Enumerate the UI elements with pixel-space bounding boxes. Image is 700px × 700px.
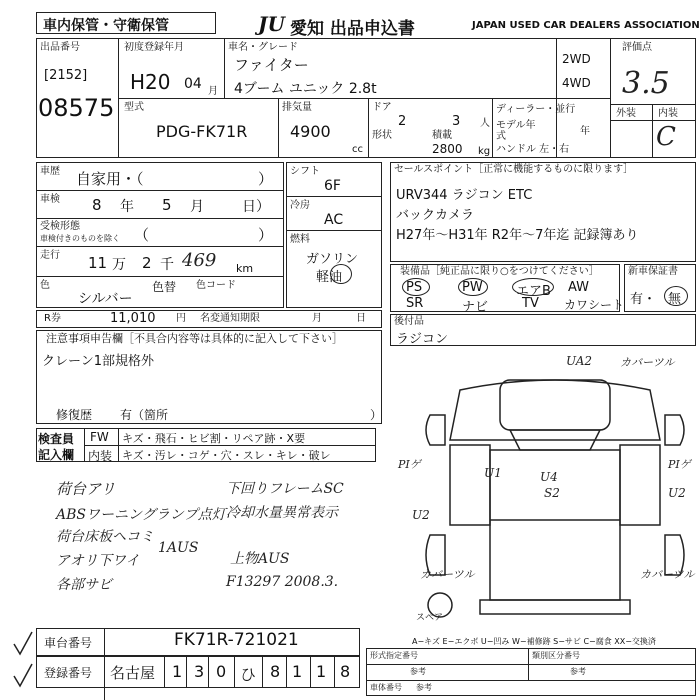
divider [208,656,209,688]
left-door [450,445,490,525]
hw-left-3: 荷台床板ヘコミ [56,529,154,545]
recv-sub: 車検付きのものを除く [40,234,120,243]
first-reg-month: 04 [184,76,202,92]
hw-right-3: 上物AUS [230,551,290,567]
front-left-wheel [426,415,445,445]
mileage-v1: 11 [88,254,108,272]
ju-logo: JU [258,12,285,36]
notes-label: 注意事項申告欄［不具合内容等は具体的に記入して下さい］ [46,332,343,345]
divider [36,276,284,277]
mileage-u1: 万 [112,257,126,273]
sales-line-1: URV344 ラジコン ETC [396,188,533,203]
plate-class-2: 3 [194,662,205,681]
recycle-label: R券 [44,313,61,324]
notice-day: 日 [356,313,366,324]
dealer-label: ディーラー・並行 [496,104,576,115]
seats-value: 3 [452,114,461,129]
warranty-circle [664,286,688,306]
recv-close: ） [258,226,274,244]
drive-2wd: 2WD [562,52,591,66]
divider [164,656,165,688]
mileage-v3: 469 [182,250,217,271]
shaken-m-unit: 月 [190,199,204,215]
color-change: 色替 [152,280,177,294]
equipment-label: 装備品［純正品に限り○をつけてください］ [400,266,599,277]
first-reg-month-unit: 月 [208,86,218,97]
divider [36,246,284,247]
inspector-label2: 記入欄 [38,448,75,462]
equip-sr: SR [406,296,424,311]
score-label: 評価点 [622,42,652,53]
divider [286,230,382,231]
fw-line: キズ・飛石・ヒビ割・リペア跡・X要 [122,432,306,445]
usage-close: ） [258,170,274,188]
ac-value: AC [324,212,344,228]
shaken-close: 日） [242,199,270,215]
divider [610,120,696,121]
plate-num-3: 1 [316,662,327,681]
load-label: 積載 [432,130,452,141]
mark-u2-right: U2 [668,486,686,500]
repair-close: ） [370,408,383,422]
divider [528,648,529,680]
hw-right-1: 下回りフレームSC [226,481,344,497]
car-label: 車名・グレード [228,42,298,53]
aftermarket-label: 後付品 [394,316,424,327]
disp-value: 4900 [290,122,331,141]
equip-airbag: エアB [516,284,551,299]
mark-spare: スペア [416,613,444,623]
recv-label: 受検形態 [40,221,80,232]
mark-cover-right: カバーツル [640,568,695,581]
year-unit: 年 [580,126,590,137]
rear-panel [480,600,630,614]
divider [36,218,284,219]
car-grade: 4ブーム ユニック 2.8t [234,81,377,97]
recv-open: （ [134,226,150,244]
recycle-value: 11,010 [110,311,156,326]
first-reg-era: H20 [130,70,171,94]
entry-number: 08575 [38,94,115,122]
fuel-value: ガソリン [306,252,359,267]
front-right-wheel [665,415,684,445]
plate-class-3: 0 [216,662,227,681]
hw-right-2: 冷却水量異常表示 [226,505,338,521]
int-label: 内装 [658,108,678,119]
warranty-label: 新車保証書 [628,266,678,277]
seats-unit: 人 [480,118,490,129]
shape-label: 形状 [372,130,392,141]
equip-pw: PW [462,280,483,295]
equip-navi: ナビ [462,300,489,315]
shift-value: 6F [324,178,341,194]
fuel-circle [330,264,352,284]
hw-left-4: アオリ下ワイ [56,553,140,569]
mark-pig-right: PIゲ [668,458,691,471]
plate-label: 登録番号 [44,666,93,680]
divider [610,38,611,158]
color-label: 色 [40,280,50,291]
damage-legend: A−キズ E−エクボ U−凹み W−補修跡 S−サビ C−腐食 XX−交換済 [412,637,656,646]
notes-body: クレーン1部規格外 [42,354,155,369]
car-name: ファイター [234,56,309,74]
repair-label: 修復歴 [56,408,93,422]
divider [36,190,284,191]
usage-value: 自家用・（ [76,170,144,188]
mileage-v2: 2 [142,254,152,272]
int-value: C [656,122,676,152]
ext-label: 外装 [616,108,636,119]
handle-label: ハンドル 左・右 [496,144,570,155]
divider [492,98,493,158]
divider [610,104,696,105]
equip-aw: AW [568,280,590,295]
divider [186,656,187,688]
model-value: PDG-FK71R [156,122,248,141]
load-unit: kg [478,146,491,157]
fw-label: FW [90,430,109,444]
plate-kana: ひ [240,665,257,684]
recycle-unit: 円 [176,313,186,324]
repair-value: 有（箇所 [120,408,169,422]
form-title: 愛知 出品申込書 [290,19,415,39]
doors-value: 2 [398,114,407,129]
mark-u1: U1 [484,466,502,480]
fuel-label: 燃料 [290,234,310,245]
sales-label: セールスポイント［正常に機能するものに限ります］ [394,164,634,175]
storage-box [36,12,216,34]
divider [262,656,263,688]
hw-left-2: ABSワーニングランプ点灯 [56,507,226,523]
model-year-label: モデル年式 [496,120,536,142]
divider [366,680,696,681]
divider [234,656,235,688]
plate-class-1: 1 [172,662,183,681]
sales-line-3: H27年〜H31年 R2年〜7年迄 記録簿あり [396,228,639,243]
interior-line: キズ・汚レ・コゲ・穴・スレ・キレ・破レ [122,449,331,462]
model-label: 型式 [124,102,144,113]
drive-4wd: 4WD [562,76,591,90]
hw-left-1: 荷台アリ [56,480,116,498]
shaken-label: 車検 [40,194,60,205]
interior-label: 内装 [88,449,113,463]
usage-label: 車歴 [40,166,60,177]
equip-ps: PS [406,280,423,295]
entry-lane: [2152] [44,68,88,83]
org-name: JAPAN USED CAR DEALERS ASSOCIATION [472,20,700,31]
mileage-label: 走行 [40,250,60,261]
mark-ua2: UA2 [566,354,593,368]
color-value: シルバー [78,291,133,307]
chassis-value: FK71R-721021 [174,630,299,650]
storage-label: 車内保管・守衛保管 [43,18,169,34]
hw-middle: 1AUS [158,540,199,556]
disp-label: 排気量 [282,102,312,113]
mileage-u2: 千 [160,257,174,273]
divider [118,98,610,99]
sales-line-2: バックカメラ [396,208,475,223]
divider [334,656,335,688]
equip-circle [402,278,430,296]
disp-unit: cc [352,144,363,155]
entry-label: 出品番号 [40,42,80,53]
mark-u2-left: U2 [412,508,430,522]
plate-city: 名古屋 [110,664,156,682]
ref-label-1: 参考 [410,667,426,676]
equip-circle [512,278,554,296]
check-marks [10,628,40,698]
divider [366,664,696,665]
cab-roof [500,380,610,430]
mark-s2: S2 [544,486,560,500]
ref-label-2: 参考 [570,667,586,676]
plate-num-4: 8 [340,662,351,681]
first-reg-label: 初度登録年月 [124,42,184,53]
equip-circle [458,278,488,296]
inspector-label: 検査員 [38,432,75,446]
shift-label: シフト [290,166,320,177]
plate-num-2: 1 [292,662,303,681]
ref-label-3: 参考 [416,683,432,692]
right-door [620,445,660,525]
divider [286,196,382,197]
doors-label: ドア [372,102,392,113]
hw-left-5: 各部サビ [56,577,112,593]
divider [368,98,369,158]
equip-tv: TV [522,296,539,311]
notice-label: 名変通知期限 [200,313,260,324]
notice-unit: 月 [312,313,322,324]
aftermarket-value: ラジコン [396,332,449,347]
divider [224,38,225,98]
class-label: 類別区分番号 [532,651,580,660]
shaken-y-unit: 年 [120,199,134,215]
color-code: 色コード [196,280,236,291]
score-value: 3.5 [622,66,670,101]
warranty-yes: 有・ [630,292,657,307]
shaken-year: 8 [92,196,102,214]
shaken-month: 5 [162,196,172,214]
equip-seat: カワシート [564,298,625,312]
fuel-value2: 軽油 [316,270,343,285]
mark-cover-left: カバーツル [420,568,475,581]
cab-outline [450,380,660,440]
plate-num-1: 8 [270,662,281,681]
divider [310,656,311,688]
divider [286,656,287,688]
chassis-ref-label: 車体番号 [370,683,402,692]
mileage-unit: km [236,262,254,275]
divider [278,98,279,158]
mark-pig-left: PIゲ [398,458,421,471]
load-value: 2800 [432,142,463,156]
hw-right-4: F13297 2008.3. [226,574,339,590]
warranty-no: 無 [668,292,682,307]
type-label: 形式指定番号 [370,651,418,660]
ac-label: 冷房 [290,200,310,211]
chassis-label: 車台番号 [44,636,93,650]
mark-u4: U4 [540,470,558,484]
mark-cover-top: カバーツル [620,356,675,369]
divider [652,104,653,158]
